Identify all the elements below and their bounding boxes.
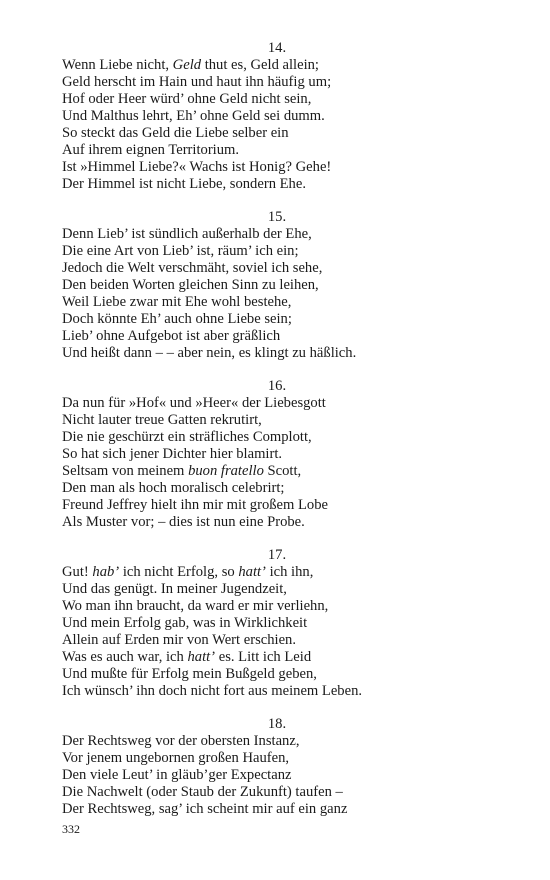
verse-line	[62, 598, 492, 615]
text-segment: Die eine Art von Lieb’ ist, räum’ ich ein;	[62, 243, 299, 259]
verse-line	[62, 74, 492, 91]
stanza	[62, 547, 492, 700]
text-segment: Und heißt dann – – aber nein, es klingt zu häßlich.	[62, 345, 357, 361]
text-segment: Wo man ihn braucht, da ward er mir verliehn,	[62, 598, 329, 614]
text-segment: Ist »Himmel Liebe?« Wachs ist Honig? Gehe!	[62, 159, 332, 175]
text-segment: Lieb’ ohne Aufgebot ist aber gräßlich	[62, 328, 281, 344]
stanza-number: 16.	[267, 378, 287, 394]
verse-line	[62, 480, 492, 497]
text-segment: thut es, Geld allein;	[201, 57, 319, 73]
text-segment: Und das genügt. In meiner Jugendzeit,	[62, 581, 287, 597]
text-segment: Vor jenem ungebornen großen Haufen,	[62, 750, 290, 766]
italic-text: buon fratello	[188, 463, 264, 479]
stanza	[62, 716, 492, 818]
verse-line	[62, 463, 492, 480]
text-segment: Der Rechtsweg vor der obersten Instanz,	[62, 733, 300, 749]
verse-line	[62, 57, 492, 74]
stanza-number: 15.	[267, 209, 287, 225]
text-segment: Ich wünsch’ ihn doch nicht fort aus meinem Leben.	[62, 683, 363, 699]
text-segment: Auf ihrem eignen Territorium.	[62, 142, 240, 158]
verse-line	[62, 277, 492, 294]
text-segment: Den beiden Worten gleichen Sinn zu leihen,	[62, 277, 319, 293]
verse-line	[62, 226, 492, 243]
text-segment: Die Nachwelt (oder Staub der Zukunft) taufen –	[62, 784, 343, 800]
text-segment: Als Muster vor; – dies ist nun eine Probe.	[62, 514, 305, 530]
verse-line	[62, 784, 492, 801]
italic-text: Geld	[172, 57, 202, 73]
text-segment: So hat sich jener Dichter hier blamirt.	[62, 446, 283, 462]
page-number: 332	[62, 822, 80, 836]
stanza	[62, 378, 492, 531]
verse-line	[62, 125, 492, 142]
verse-line	[62, 395, 492, 412]
stanza	[62, 40, 492, 193]
verse-line	[62, 733, 492, 750]
text-segment: Hof oder Heer würd’ ohne Geld nicht sein,	[62, 91, 312, 107]
verse-line	[62, 750, 492, 767]
text-segment: Geld herscht im Hain und haut ihn häufig um;	[62, 74, 332, 90]
text-segment: Und Malthus lehrt, Eh’ ohne Geld sei dumm.	[62, 108, 325, 124]
verse-line	[62, 615, 492, 632]
verse-line	[62, 142, 492, 159]
text-segment: ich nicht Erfolg, so	[119, 564, 239, 580]
text-segment: Scott,	[263, 463, 302, 479]
verse-line	[62, 91, 492, 108]
text-segment: Der Himmel ist nicht Liebe, sondern Ehe.	[62, 176, 306, 192]
text-segment: Doch könnte Eh’ auch ohne Liebe sein;	[62, 311, 292, 327]
stanza-number: 18.	[267, 716, 287, 732]
text-segment: Gut!	[62, 564, 93, 580]
verse-line	[62, 243, 492, 260]
italic-text: hab’	[92, 564, 120, 580]
verse-line	[62, 497, 492, 514]
text-segment: Wenn Liebe nicht,	[62, 57, 173, 73]
stanza-number: 14.	[267, 40, 287, 56]
text-segment: Den man als hoch moralisch celebrirt;	[62, 480, 285, 496]
italic-text: hatt’	[238, 564, 266, 580]
text-segment: Und mußte für Erfolg mein Bußgeld geben,	[62, 666, 317, 682]
text-segment: Jedoch die Welt verschmäht, soviel ich sehe,	[62, 260, 323, 276]
stanza	[62, 209, 492, 362]
verse-line	[62, 683, 492, 700]
text-segment: Allein auf Erden mir von Wert erschien.	[62, 632, 297, 648]
stanza-number: 17.	[267, 547, 287, 563]
verse-line	[62, 412, 492, 429]
verse-line	[62, 649, 492, 666]
verse-line	[62, 328, 492, 345]
text-segment: Nicht lauter treue Gatten rekrutirt,	[62, 412, 262, 428]
text-segment: So steckt das Geld die Liebe selber ein	[62, 125, 289, 141]
verse-line	[62, 159, 492, 176]
verse-line	[62, 260, 492, 277]
text-segment: Freund Jeffrey hielt ihn mir mit großem Lobe	[62, 497, 329, 513]
verse-line	[62, 446, 492, 463]
text-segment: Da nun für »Hof« und »Heer« der Liebesgott	[62, 395, 326, 411]
text-segment: Seltsam von meinem	[62, 463, 189, 479]
text-segment: es. Litt ich Leid	[215, 649, 312, 665]
text-segment: Was es auch war, ich	[62, 649, 188, 665]
text-segment: Und mein Erfolg gab, was in Wirklichkeit	[62, 615, 308, 631]
verse-line	[62, 514, 492, 531]
verse-line	[62, 564, 492, 581]
italic-text: hatt’	[187, 649, 216, 665]
poem-text	[62, 40, 492, 834]
text-segment: Der Rechtsweg, sag’ ich scheint mir auf ein ganz	[62, 801, 348, 817]
verse-line	[62, 345, 492, 362]
verse-line	[62, 176, 492, 193]
text-segment: Den viele Leut’ in gläub’ger Expectanz	[62, 767, 292, 783]
verse-line	[62, 311, 492, 328]
verse-line	[62, 429, 492, 446]
verse-line	[62, 581, 492, 598]
verse-line	[62, 632, 492, 649]
text-segment: Die nie geschürzt ein sträfliches Complott,	[62, 429, 312, 445]
text-segment: Weil Liebe zwar mit Ehe wohl bestehe,	[62, 294, 292, 310]
verse-line	[62, 294, 492, 311]
text-segment: Denn Lieb’ ist sündlich außerhalb der Ehe,	[62, 226, 312, 242]
verse-line	[62, 666, 492, 683]
verse-line	[62, 767, 492, 784]
verse-line	[62, 801, 492, 818]
verse-line	[62, 108, 492, 125]
text-segment: ich ihn,	[265, 564, 314, 580]
